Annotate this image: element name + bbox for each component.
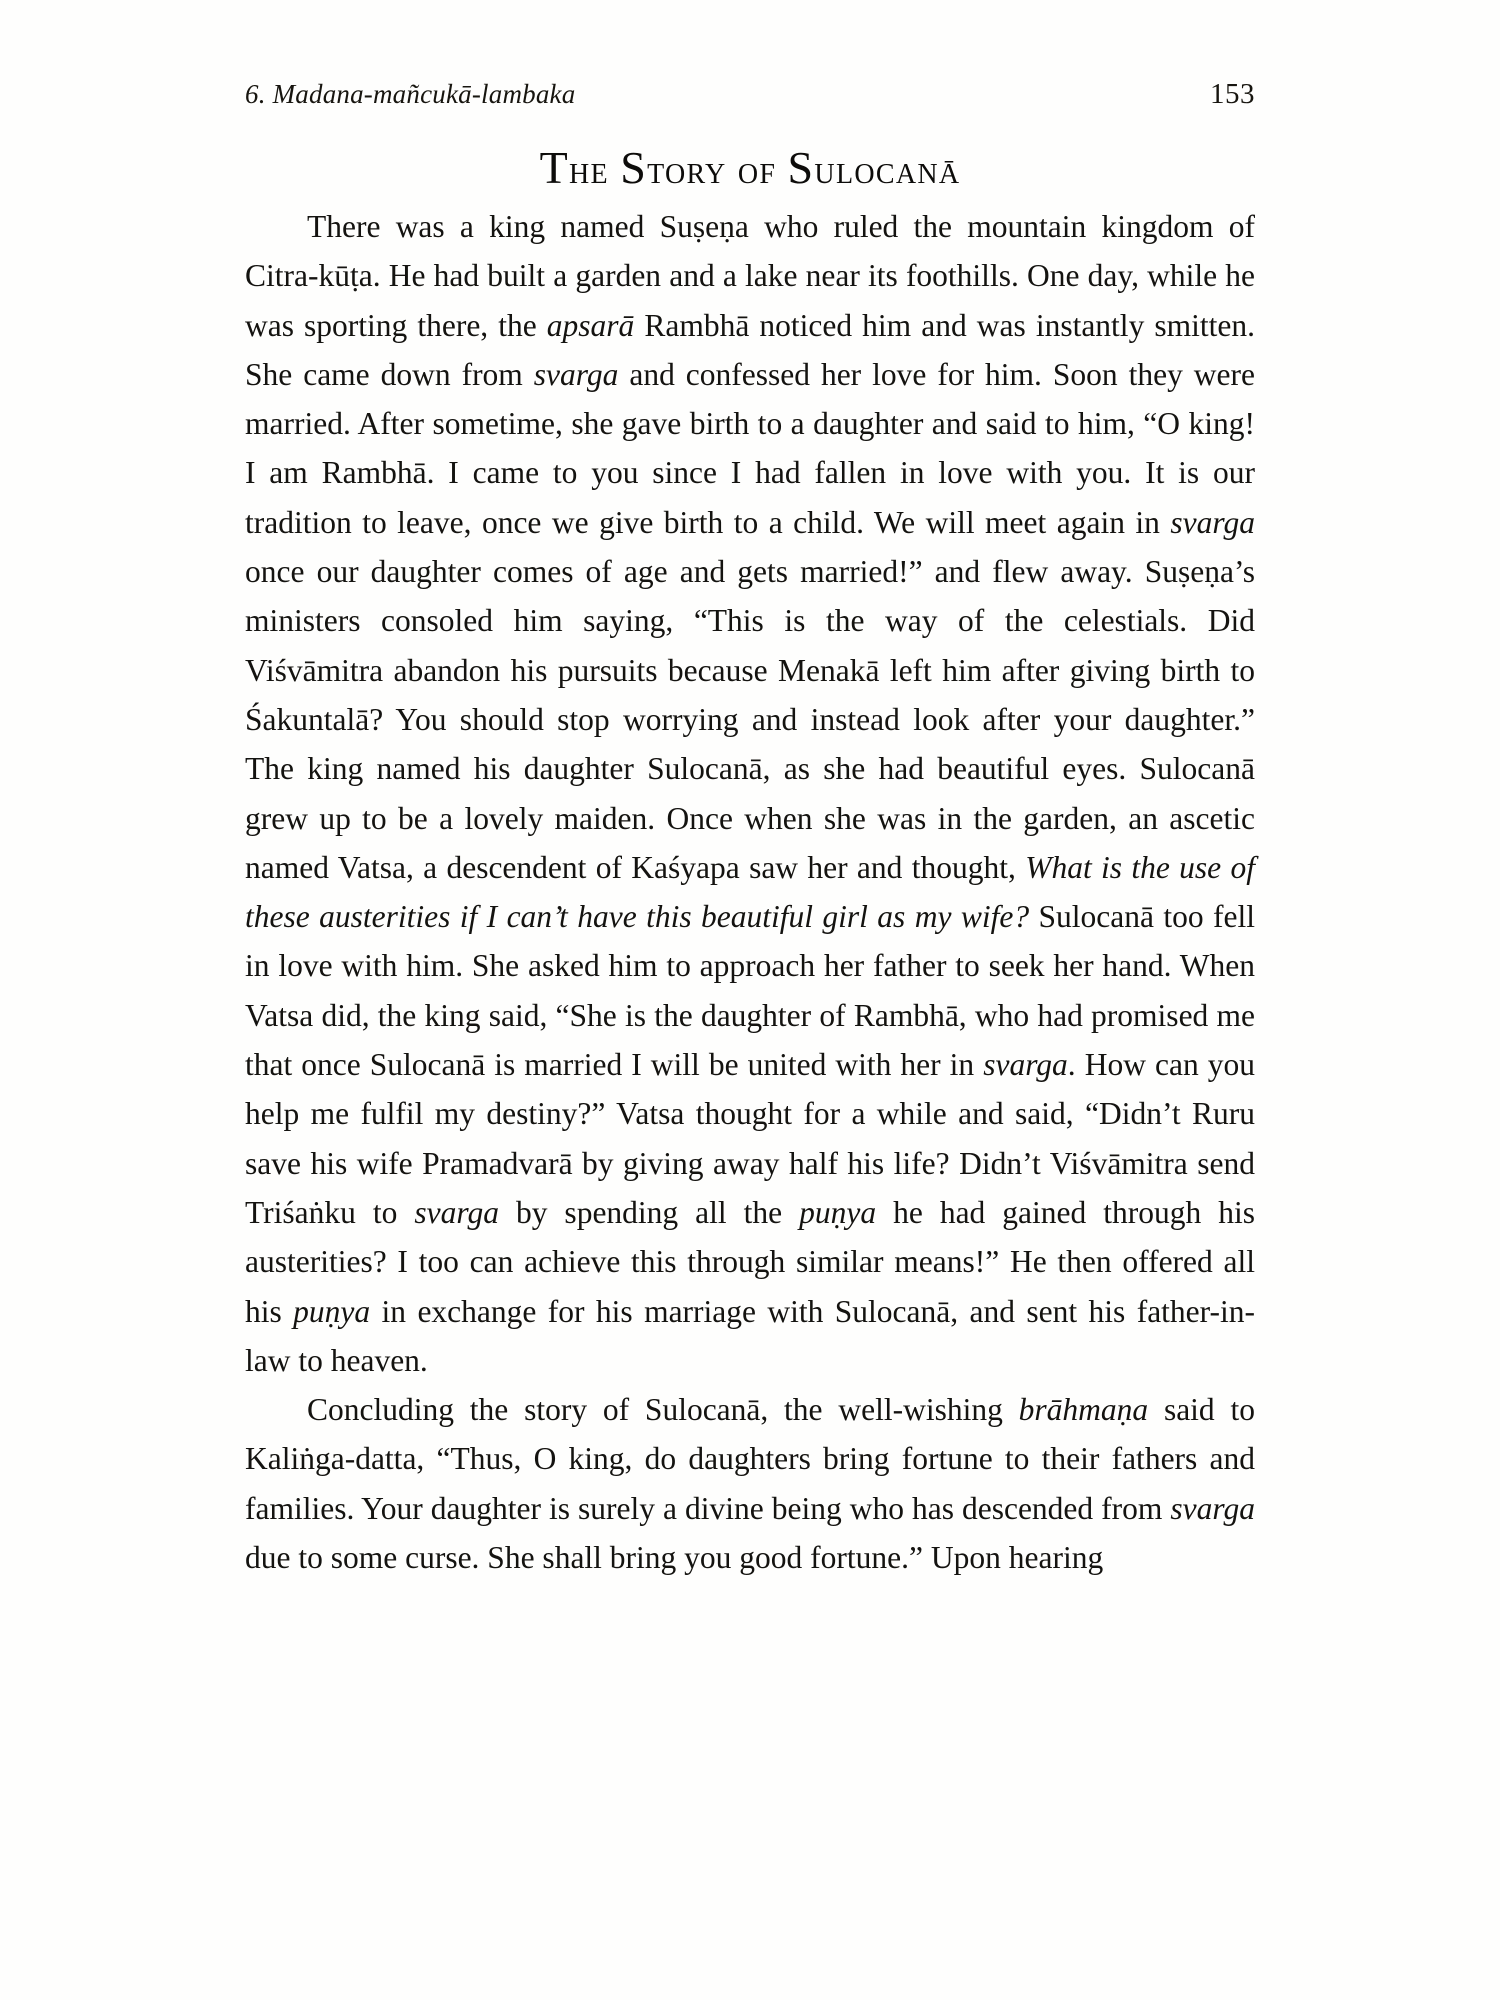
term-punya-1: puṇya <box>799 1194 877 1230</box>
body-text <box>245 202 1255 1582</box>
paragraph-1-segment-a: There was a king named Suṣeṇa who ruled the mountain kingdom of Citra-kūṭa. He had built a garden and a lake near its foothills. One day, while he was sporting there, the <box>245 209 1255 343</box>
section-title-rest-4: ulocanā <box>814 147 961 192</box>
paragraph-1-segment-e: Sulocanā too fell in love with him. She asked him to approach her father to seek her hand. When Vatsa did, the king said, “She is the daughter of Rambhā, who had promised me that once Sulocanā is married I will be united with her in <box>245 899 1255 1083</box>
paragraph-1-segment-d: once our daughter comes of age and gets married!” and flew away. Suṣeṇa’s ministers consoled him saying, “This is the way of the celestials. Did Viśvāmitra abandon his pursuits because Menakā left him after giving birth to Śakuntalā? You should stop worrying and instead look after your daughter.” The king named his daughter Sulocanā, as she had beautiful eyes. Sulocanā grew up to be a lovely maiden. Once when she was in the garden, an ascetic named Vatsa, a descendent of Kaśyapa saw her and thought, <box>245 554 1255 885</box>
paragraph-1-segment-c: and confessed her love for him. Soon they were married. After sometime, she gave birth to a daughter and said to him, “O king! I am Rambhā. I came to you since I had fallen in love with you. It is our tradition to leave, once we give birth to a child. We will meet again in <box>245 356 1255 540</box>
inner-thought-quote: What is the use of these austerities if I can’t have this beautiful girl as my wife? <box>245 849 1255 935</box>
page-content <box>245 78 1255 1582</box>
paragraph-2-segment-b: said to Kaliṅga-datta, “Thus, O king, do daughters bring fortune to their fathers and families. Your daughter is surely a divine being who has descended from <box>245 1392 1255 1526</box>
term-punya-2: puṇya <box>293 1293 371 1329</box>
section-title-rest-1: he <box>568 147 609 192</box>
section-title-cap-4: S <box>787 142 815 193</box>
paragraph-1-segment-f: . How can you help me fulfil my destiny?” Vatsa thought for a while and said, “Didn’t Ruru save his wife Pramadvarā by giving away half his life? Didn’t Viśvāmitra send Triśaṅku to <box>245 1047 1255 1230</box>
section-title-rest-2: tory <box>647 147 727 192</box>
term-svarga-1: svarga <box>533 356 619 392</box>
paragraph-1 <box>245 202 1255 1385</box>
page-number: 153 <box>1210 78 1255 110</box>
paragraph-1-segment-i: in exchange for his marriage with Sulocanā, and sent his father-in-law to heaven. <box>245 1293 1255 1378</box>
paragraph-1-segment-b: Rambhā noticed him and was instantly smitten. She came down from <box>245 307 1255 392</box>
section-title <box>245 141 1255 194</box>
term-apsara: apsarā <box>546 307 635 343</box>
paragraph-1-segment-h: he had gained through his austerities? I too can achieve this through similar means!” He then offered all his <box>245 1194 1255 1329</box>
running-head <box>245 78 1255 111</box>
section-title-word-3: of <box>737 147 777 192</box>
running-head-title: 6. Madana-mañcukā-lambaka <box>245 79 576 109</box>
paragraph-2-segment-a: Concluding the story of Sulocanā, the well-wishing <box>307 1392 1019 1428</box>
term-svarga-5: svarga <box>1170 1490 1255 1526</box>
paragraph-2-segment-c: due to some curse. She shall bring you good fortune.” Upon hearing <box>245 1540 1104 1576</box>
paragraph-2 <box>245 1385 1255 1582</box>
term-svarga-4: svarga <box>414 1194 499 1230</box>
section-title-cap-1: T <box>539 142 569 193</box>
term-svarga-3: svarga <box>983 1047 1068 1083</box>
term-brahmana: brāhmaṇa <box>1018 1392 1149 1428</box>
paragraph-1-segment-g: by spending all the <box>498 1194 800 1230</box>
term-svarga-2: svarga <box>1170 504 1255 540</box>
section-title-cap-2: S <box>620 142 648 193</box>
